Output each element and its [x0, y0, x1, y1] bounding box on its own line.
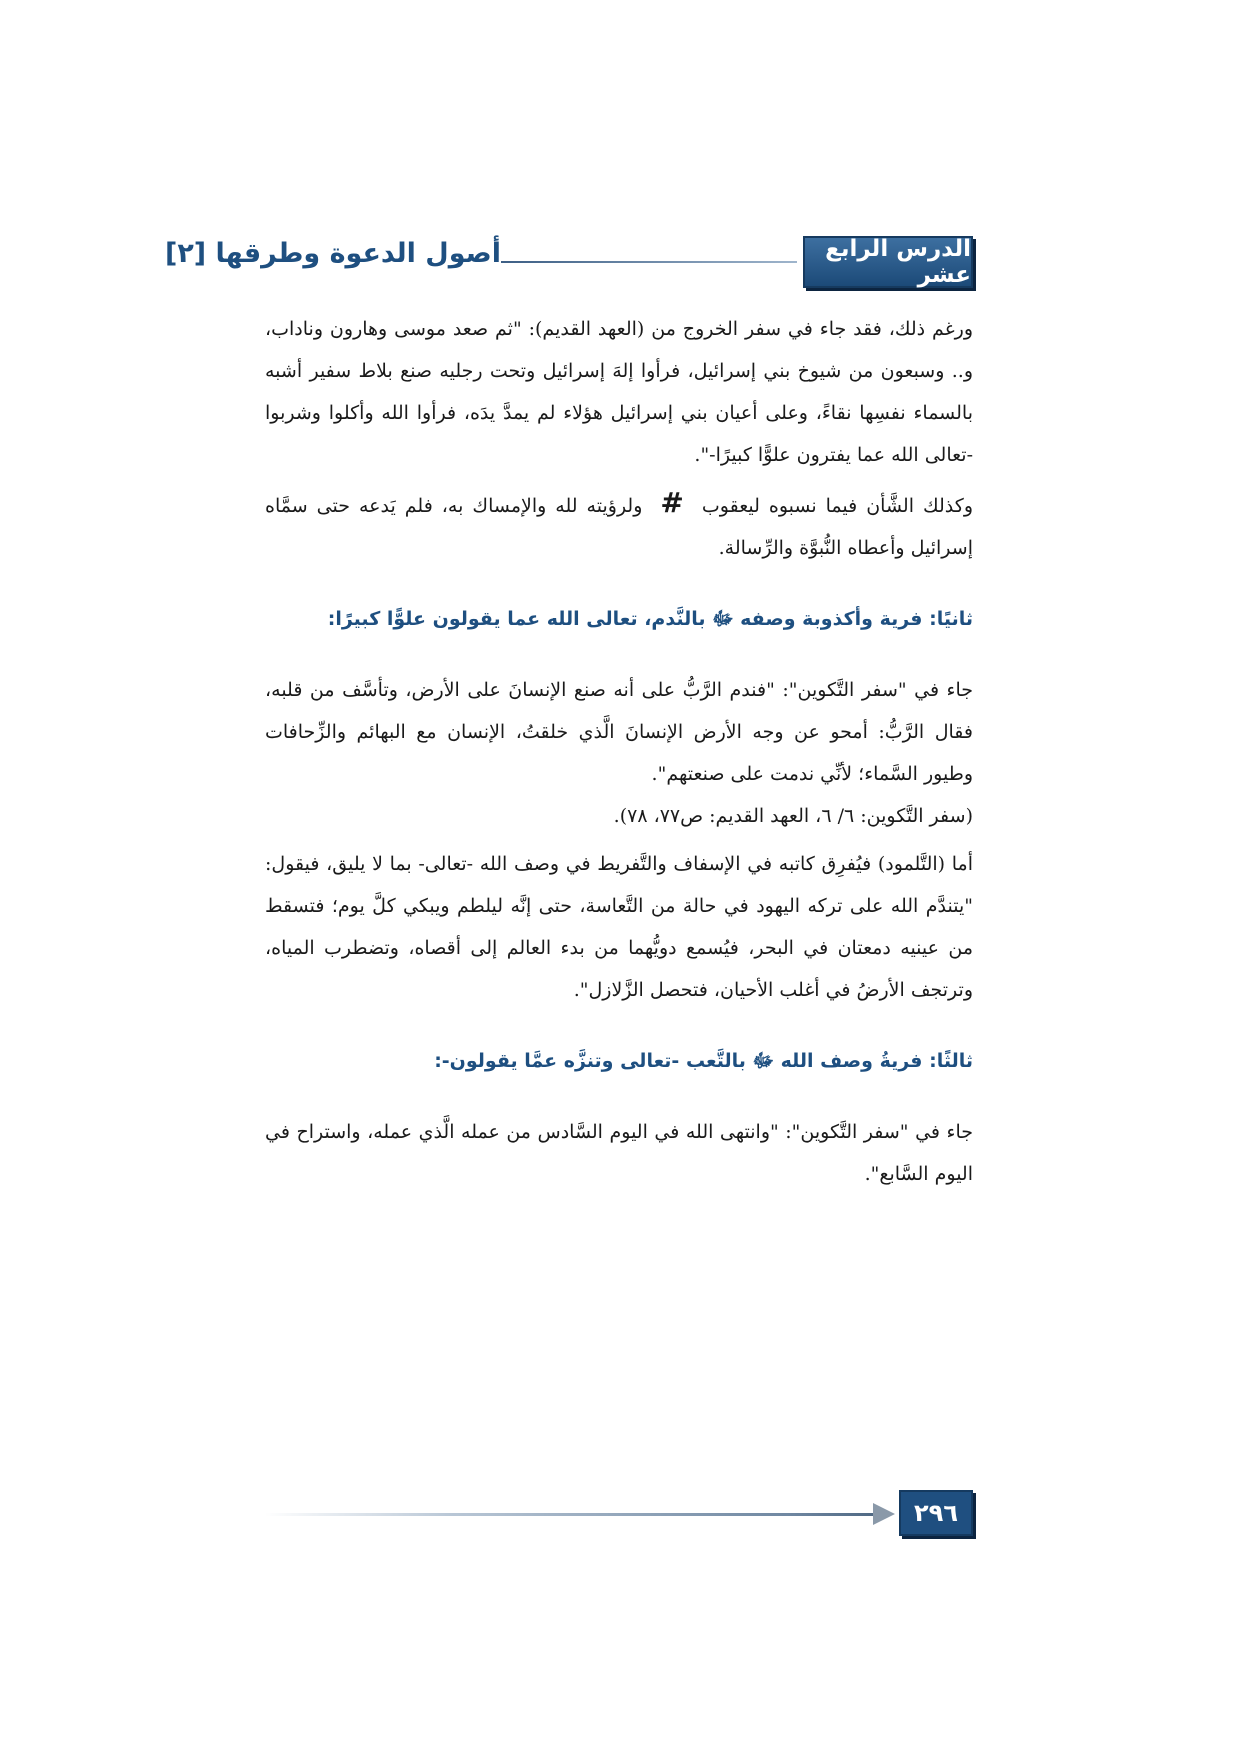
- footer-arrow-decoration: [873, 1503, 895, 1525]
- book-title: أصول الدعوة وطرقها [٢]: [164, 238, 501, 269]
- page-footer: [265, 1490, 973, 1540]
- footer-divider: [265, 1513, 883, 1516]
- paragraph-jacob-start: وكذلك الشَّأن فيما نسبوه ليعقوب: [701, 495, 973, 517]
- page-body: [265, 308, 973, 1195]
- header-divider: [501, 261, 797, 263]
- honorific-symbol: #: [660, 486, 684, 519]
- lesson-label: الدرس الرابع عشر: [803, 236, 973, 288]
- paragraph-talmud: أما (التَّلمود) فيُفرِق كاتبه في الإسفاف والتَّفريط في وصف الله -تعالى- بما لا يليق، فيقول: "يتندَّم الله على تركه اليهود في حالة من التَّعاسة، حتى إنَّه ليلطم ويبكي كلَّ يوم؛ فتسقط من عينيه دمعتان في البحر، فيُسمع دويُّهما من بدء العالم إلى أقصاه، وتضطرب المياه، وترتجف الأرضُ في أغلب الأحيان، فتحصل الزَّلازل".: [265, 853, 973, 1001]
- page-header: [164, 236, 973, 290]
- paragraph-jacob: [265, 482, 973, 569]
- paragraph-genesis-regret: جاء في "سفر التَّكوين": "فندم الرَّبُّ على أنه صنع الإنسانَ على الأرض، وتأسَّف من قلبه، فقال الرَّبُّ: أمحو عن وجه الأرض الإنسانَ الَّذي خلقتُ، الإنسان مع البهائم والزِّحافات وطيور السَّماء؛ لأنِّي ندمت على صنعتهم".: [265, 679, 973, 785]
- citation-genesis: (سفر التَّكوين: ٦/ ٦، العهد القديم: ص٧٧، ٧٨).: [613, 805, 973, 827]
- paragraph-exodus-quote: ورغم ذلك، فقد جاء في سفر الخروج من (العهد القديم): "ثم صعد موسى وهارون وناداب، و.. وسبعون من شيوخ بني إسرائيل، فرأوا إلهَ إسرائيل وتحت رجليه صنع بلاط سفير أشبه بالسماء نفسِها نقاءً، وعلى أعيان بني إسرائيل هؤلاء لم يمدَّ يدَه، فرأوا الله وأكلوا وشربوا -تعالى الله عما يفترون علوًّا كبيرًا-".: [265, 318, 973, 466]
- section-heading-third: ثالثًا: فريةُ وصف الله ﷻ بالتَّعب -تعالى وتنزَّه عمَّا يقولون-:: [434, 1050, 973, 1072]
- paragraph-genesis-rest: جاء في "سفر التَّكوين": "وانتهى الله في اليوم السَّادس من عمله الَّذي عمله، واستراح في اليوم السَّابع".: [265, 1121, 973, 1185]
- page-number: ٢٩٦: [899, 1490, 973, 1536]
- paragraph-jacob-end: ولرؤيته لله والإمساك به، فلم يَدعه حتى سمَّاه إسرائيل وأعطاه النُّبوَّة والرِّسالة.: [265, 495, 973, 559]
- section-heading-second: ثانيًا: فرية وأكذوبة وصفه ﷻ بالنَّدم، تعالى الله عما يقولون علوًّا كبيرًا:: [327, 608, 973, 630]
